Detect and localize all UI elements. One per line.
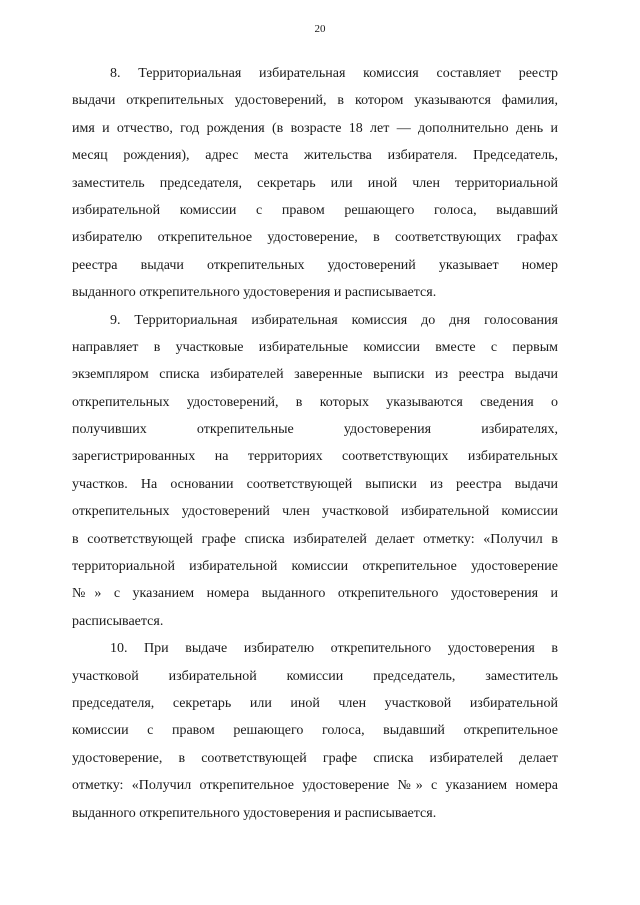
text-line: участков. На основании соответствующей выписки из реестра выдачи	[72, 476, 558, 492]
text-line: участковой избирательной комиссии председатель, заместитель	[72, 668, 558, 684]
text-line: экземпляром списка избирателей заверенные выписки из реестра выдачи	[72, 367, 558, 383]
paragraph-8	[72, 60, 558, 307]
document-body	[72, 60, 558, 827]
text-line: выдачи открепительных удостоверений, в котором указываются фамилия,	[72, 93, 558, 109]
text-line: выданного открепительного удостоверения и расписывается.	[72, 805, 437, 821]
text-line: удостоверение, в соответствующей графе списка избирателей делает	[72, 750, 558, 766]
page-number: 20	[314, 23, 326, 35]
text-line: получивших открепительные удостоверения избирателях,	[72, 422, 558, 438]
text-line: выданного открепительного удостоверения и расписывается.	[72, 285, 437, 301]
text-line: 9. Территориальная избирательная комиссия до дня голосования	[110, 312, 558, 328]
text-line: реестра выдачи открепительных удостоверений указывает номер	[72, 257, 558, 273]
text-line: заместитель председателя, секретарь или иной член территориальной	[72, 175, 558, 191]
text-line: комиссии с правом решающего голоса, выдавший открепительное	[72, 723, 558, 739]
text-line: имя и отчество, год рождения (в возрасте 18 лет — дополнительно день и	[72, 120, 558, 136]
text-line: месяц рождения), адрес места жительства избирателя. Председатель,	[72, 148, 558, 164]
text-line: в соответствующей графе списка избирателей делает отметку: «Получил в	[72, 531, 558, 547]
text-line: 10. При выдаче избирателю открепительного удостоверения в	[110, 641, 558, 657]
text-line: №» с указанием номера выданного открепительного удостоверения и	[72, 586, 558, 602]
text-line: избирателю открепительное удостоверение, в соответствующих графах	[72, 230, 558, 246]
paragraph-9	[72, 307, 558, 636]
text-line: председателя, секретарь или иной член участковой избирательной	[72, 695, 558, 711]
text-line: 8. Территориальная избирательная комиссия составляет реестр	[110, 66, 558, 81]
text-line: зарегистрированных на территориях соответствующих избирательных	[72, 449, 558, 465]
text-line: открепительных удостоверений, в которых указываются сведения о	[72, 394, 558, 410]
paragraph-10	[72, 635, 558, 827]
text-line: расписывается.	[72, 613, 164, 629]
text-line: территориальной избирательной комиссии открепительное удостоверение	[72, 559, 558, 575]
text-line: направляет в участковые избирательные комиссии вместе с первым	[72, 339, 558, 355]
text-line: отметку: «Получил открепительное удостоверение №» с указанием номера	[72, 778, 558, 794]
text-line: открепительных удостоверений член участковой избирательной комиссии	[72, 504, 558, 520]
text-line: избирательной комиссии с правом решающего голоса, выдавший	[72, 202, 558, 218]
